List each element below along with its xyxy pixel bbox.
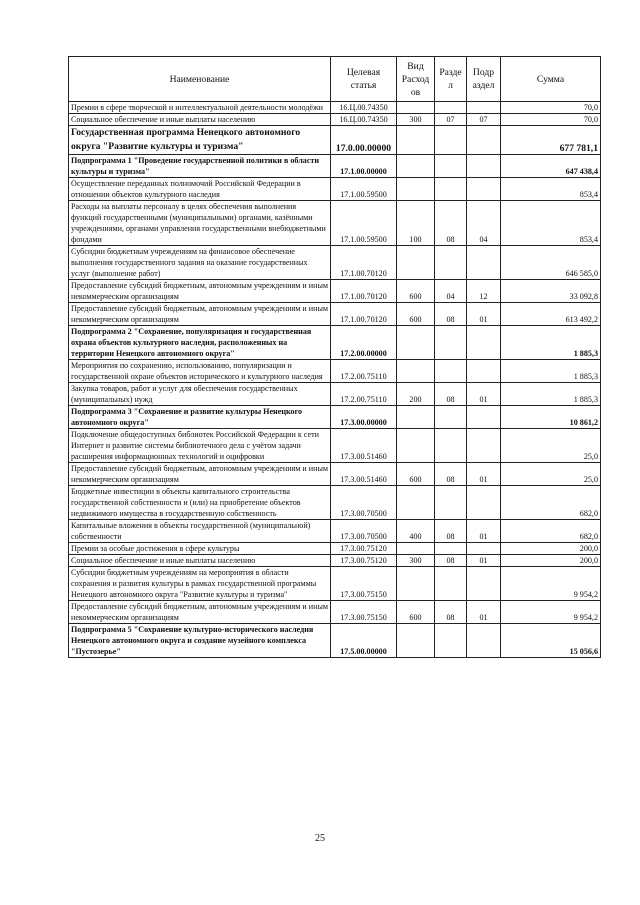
table-row xyxy=(69,201,601,246)
row-expense-type-cell xyxy=(397,429,435,463)
row-expense-type-cell xyxy=(397,126,435,155)
row-sum-cell: 9 954,2 xyxy=(501,601,601,624)
row-name-cell: Осуществление переданных полномочий Российской Федерации в отношении объектов культурного наследия xyxy=(69,178,331,201)
row-expense-type-cell: 600 xyxy=(397,303,435,326)
row-section-cell: 08 xyxy=(435,201,467,246)
table-header-row xyxy=(69,57,601,102)
row-section-cell: 04 xyxy=(435,280,467,303)
row-code-cell: 17.3.00.75150 xyxy=(331,567,397,601)
row-sum-cell: 10 861,2 xyxy=(501,406,601,429)
row-subsection-cell xyxy=(467,155,501,178)
row-sum-cell: 200,0 xyxy=(501,543,601,555)
row-code-cell: 17.3.00.75120 xyxy=(331,555,397,567)
row-name-cell: Капитальные вложения в объекты государственной (муниципальной) собственности xyxy=(69,520,331,543)
row-section-cell xyxy=(435,624,467,658)
row-code-cell: 17.2.00.00000 xyxy=(331,326,397,360)
row-name-cell: Предоставление субсидий бюджетным, автономным учреждениям и иным некоммерческим организациям xyxy=(69,463,331,486)
header-name: Наименование xyxy=(69,57,331,102)
table-row xyxy=(69,155,601,178)
row-section-cell xyxy=(435,360,467,383)
row-name-cell: Премии в сфере творческой и интеллектуальной деятельности молодёжи xyxy=(69,102,331,114)
row-expense-type-cell: 600 xyxy=(397,463,435,486)
row-name-cell: Субсидии бюджетным учреждениям на финансовое обеспечение выполнения государственного задания на оказание государственных услуг (выполнение работ) xyxy=(69,246,331,280)
row-sum-cell: 682,0 xyxy=(501,520,601,543)
row-name-cell: Закупка товаров, работ и услуг для обеспечения государственных (муниципальных) нужд xyxy=(69,383,331,406)
table-row xyxy=(69,303,601,326)
row-expense-type-cell: 600 xyxy=(397,601,435,624)
table-row xyxy=(69,360,601,383)
row-name-cell: Социальное обеспечение и иные выплаты населению xyxy=(69,114,331,126)
row-subsection-cell: 01 xyxy=(467,601,501,624)
row-name-cell: Предоставление субсидий бюджетным, автономным учреждениям и иным некоммерческим организациям xyxy=(69,280,331,303)
table-row xyxy=(69,624,601,658)
row-subsection-cell xyxy=(467,326,501,360)
row-code-cell: 17.5.00.00000 xyxy=(331,624,397,658)
row-sum-cell: 25,0 xyxy=(501,429,601,463)
row-section-cell: 08 xyxy=(435,383,467,406)
row-expense-type-cell: 300 xyxy=(397,555,435,567)
row-section-cell xyxy=(435,543,467,555)
row-subsection-cell xyxy=(467,178,501,201)
row-name-cell: Подпрограмма 1 "Проведение государственной политики в области культуры и туризма" xyxy=(69,155,331,178)
row-sum-cell: 853,4 xyxy=(501,201,601,246)
table-row xyxy=(69,102,601,114)
row-subsection-cell xyxy=(467,360,501,383)
row-section-cell xyxy=(435,126,467,155)
row-code-cell: 17.3.00.70500 xyxy=(331,486,397,520)
row-sum-cell: 9 954,2 xyxy=(501,567,601,601)
header-section: Разде л xyxy=(435,57,467,102)
row-section-cell: 08 xyxy=(435,555,467,567)
row-code-cell: 17.3.00.75150 xyxy=(331,601,397,624)
row-name-cell: Премии за особые достижения в сфере культуры xyxy=(69,543,331,555)
row-expense-type-cell xyxy=(397,155,435,178)
row-subsection-cell xyxy=(467,429,501,463)
row-section-cell: 07 xyxy=(435,114,467,126)
row-section-cell xyxy=(435,486,467,520)
table-row xyxy=(69,114,601,126)
row-name-cell: Социальное обеспечение и иные выплаты населению xyxy=(69,555,331,567)
row-section-cell xyxy=(435,326,467,360)
row-subsection-cell xyxy=(467,567,501,601)
row-expense-type-cell xyxy=(397,246,435,280)
row-code-cell: 17.1.00.70120 xyxy=(331,246,397,280)
row-section-cell xyxy=(435,429,467,463)
row-name-cell: Государственная программа Ненецкого автономного округа "Развитие культуры и туризма" xyxy=(69,126,331,155)
row-code-cell: 17.2.00.75110 xyxy=(331,360,397,383)
row-expense-type-cell xyxy=(397,406,435,429)
row-name-cell: Мероприятия по сохранению, использованию, популяризации и государственной охране объектов исторического и культурного наследия xyxy=(69,360,331,383)
row-sum-cell: 682,0 xyxy=(501,486,601,520)
header-sum: Сумма xyxy=(501,57,601,102)
row-section-cell xyxy=(435,567,467,601)
row-sum-cell: 33 092,8 xyxy=(501,280,601,303)
row-sum-cell: 1 885,3 xyxy=(501,383,601,406)
row-section-cell xyxy=(435,406,467,429)
table-row xyxy=(69,463,601,486)
row-section-cell: 08 xyxy=(435,601,467,624)
row-expense-type-cell: 200 xyxy=(397,383,435,406)
row-subsection-cell xyxy=(467,543,501,555)
row-sum-cell: 200,0 xyxy=(501,555,601,567)
row-code-cell: 17.3.00.51460 xyxy=(331,429,397,463)
row-sum-cell: 647 438,4 xyxy=(501,155,601,178)
row-section-cell xyxy=(435,155,467,178)
row-expense-type-cell: 400 xyxy=(397,520,435,543)
table-row xyxy=(69,326,601,360)
row-sum-cell: 1 885,3 xyxy=(501,326,601,360)
row-code-cell: 17.3.00.75120 xyxy=(331,543,397,555)
row-subsection-cell xyxy=(467,486,501,520)
row-expense-type-cell xyxy=(397,486,435,520)
row-code-cell: 17.1.00.00000 xyxy=(331,155,397,178)
table-row xyxy=(69,406,601,429)
table-row xyxy=(69,601,601,624)
row-code-cell: 17.2.00.75110 xyxy=(331,383,397,406)
row-section-cell: 08 xyxy=(435,520,467,543)
page-number: 25 xyxy=(315,833,325,844)
row-expense-type-cell: 300 xyxy=(397,114,435,126)
row-subsection-cell xyxy=(467,624,501,658)
row-name-cell: Расходы на выплаты персоналу в целях обеспечения выполнения функций государственными (муниципальными) органами, казёнными учреждениями, органами управления государственными внебюджетными фондами xyxy=(69,201,331,246)
row-sum-cell: 70,0 xyxy=(501,102,601,114)
row-code-cell: 17.1.00.59500 xyxy=(331,201,397,246)
row-name-cell: Предоставление субсидий бюджетным, автономным учреждениям и иным некоммерческим организациям xyxy=(69,303,331,326)
row-subsection-cell: 07 xyxy=(467,114,501,126)
row-section-cell: 08 xyxy=(435,463,467,486)
row-code-cell: 17.1.00.70120 xyxy=(331,303,397,326)
row-name-cell: Предоставление субсидий бюджетным, автономным учреждениям и иным некоммерческим организациям xyxy=(69,601,331,624)
row-expense-type-cell xyxy=(397,543,435,555)
table-row xyxy=(69,126,601,155)
table-row xyxy=(69,567,601,601)
table-row xyxy=(69,520,601,543)
row-section-cell xyxy=(435,102,467,114)
row-expense-type-cell: 600 xyxy=(397,280,435,303)
row-sum-cell: 853,4 xyxy=(501,178,601,201)
row-subsection-cell: 12 xyxy=(467,280,501,303)
header-expense-type: Вид Расход ов xyxy=(397,57,435,102)
table-row xyxy=(69,280,601,303)
row-sum-cell: 1 885,3 xyxy=(501,360,601,383)
row-name-cell: Подпрограмма 2 "Сохранение, популяризация и государственная охрана объектов культурного наследия, расположенных на территории Ненецкого автономного округа" xyxy=(69,326,331,360)
budget-table-sheet xyxy=(68,56,600,658)
row-code-cell: 16.Ц.00.74350 xyxy=(331,114,397,126)
row-sum-cell: 70,0 xyxy=(501,114,601,126)
table-body xyxy=(69,102,601,658)
row-name-cell: Субсидии бюджетным учреждениям на мероприятия в области сохранения и развития культуры в рамках государственной программы Ненецкого автономного округа "Развитие культуры и туризма" xyxy=(69,567,331,601)
row-code-cell: 17.0.00.00000 xyxy=(331,126,397,155)
row-subsection-cell: 01 xyxy=(467,463,501,486)
row-code-cell: 17.3.00.51460 xyxy=(331,463,397,486)
row-section-cell xyxy=(435,246,467,280)
row-subsection-cell xyxy=(467,406,501,429)
row-name-cell: Бюджетные инвестиции в объекты капитального строительства государственной собственности и (или) на приобретение объектов недвижимого имущества в государственную собственность xyxy=(69,486,331,520)
row-subsection-cell: 01 xyxy=(467,555,501,567)
row-name-cell: Подпрограмма 3 "Сохранение и развитие культуры Ненецкого автономного округа" xyxy=(69,406,331,429)
row-expense-type-cell: 100 xyxy=(397,201,435,246)
row-expense-type-cell xyxy=(397,326,435,360)
table-row xyxy=(69,383,601,406)
row-sum-cell: 646 585,0 xyxy=(501,246,601,280)
budget-table xyxy=(68,56,601,658)
row-name-cell: Подключение общедоступных библиотек Российской Федерации к сети Интернет и развитие системы библиотечного дела с учётом задачи расширения информационных технологий и оцифровки xyxy=(69,429,331,463)
row-name-cell: Подпрограмма 5 "Сохранение культурно-исторического наследия Ненецкого автономного округа и создание музейного комплекса "Пустозерье" xyxy=(69,624,331,658)
row-subsection-cell xyxy=(467,102,501,114)
table-row xyxy=(69,178,601,201)
row-sum-cell: 15 056,6 xyxy=(501,624,601,658)
table-row xyxy=(69,246,601,280)
row-subsection-cell: 01 xyxy=(467,520,501,543)
row-expense-type-cell xyxy=(397,178,435,201)
table-row xyxy=(69,543,601,555)
header-subsection: Подр аздел xyxy=(467,57,501,102)
row-code-cell: 17.1.00.70120 xyxy=(331,280,397,303)
row-code-cell: 17.3.00.00000 xyxy=(331,406,397,429)
row-sum-cell: 25,0 xyxy=(501,463,601,486)
row-expense-type-cell xyxy=(397,624,435,658)
row-expense-type-cell xyxy=(397,360,435,383)
row-code-cell: 17.1.00.59500 xyxy=(331,178,397,201)
row-sum-cell: 677 781,1 xyxy=(501,126,601,155)
table-row xyxy=(69,486,601,520)
row-expense-type-cell xyxy=(397,567,435,601)
row-section-cell: 08 xyxy=(435,303,467,326)
row-code-cell: 16.Ц.00.74350 xyxy=(331,102,397,114)
row-expense-type-cell xyxy=(397,102,435,114)
row-code-cell: 17.3.00.70500 xyxy=(331,520,397,543)
row-subsection-cell: 01 xyxy=(467,303,501,326)
row-sum-cell: 613 492,2 xyxy=(501,303,601,326)
table-row xyxy=(69,429,601,463)
table-row xyxy=(69,555,601,567)
header-target-article: Целевая статья xyxy=(331,57,397,102)
row-section-cell xyxy=(435,178,467,201)
row-subsection-cell xyxy=(467,246,501,280)
row-subsection-cell: 04 xyxy=(467,201,501,246)
row-subsection-cell: 01 xyxy=(467,383,501,406)
row-subsection-cell xyxy=(467,126,501,155)
